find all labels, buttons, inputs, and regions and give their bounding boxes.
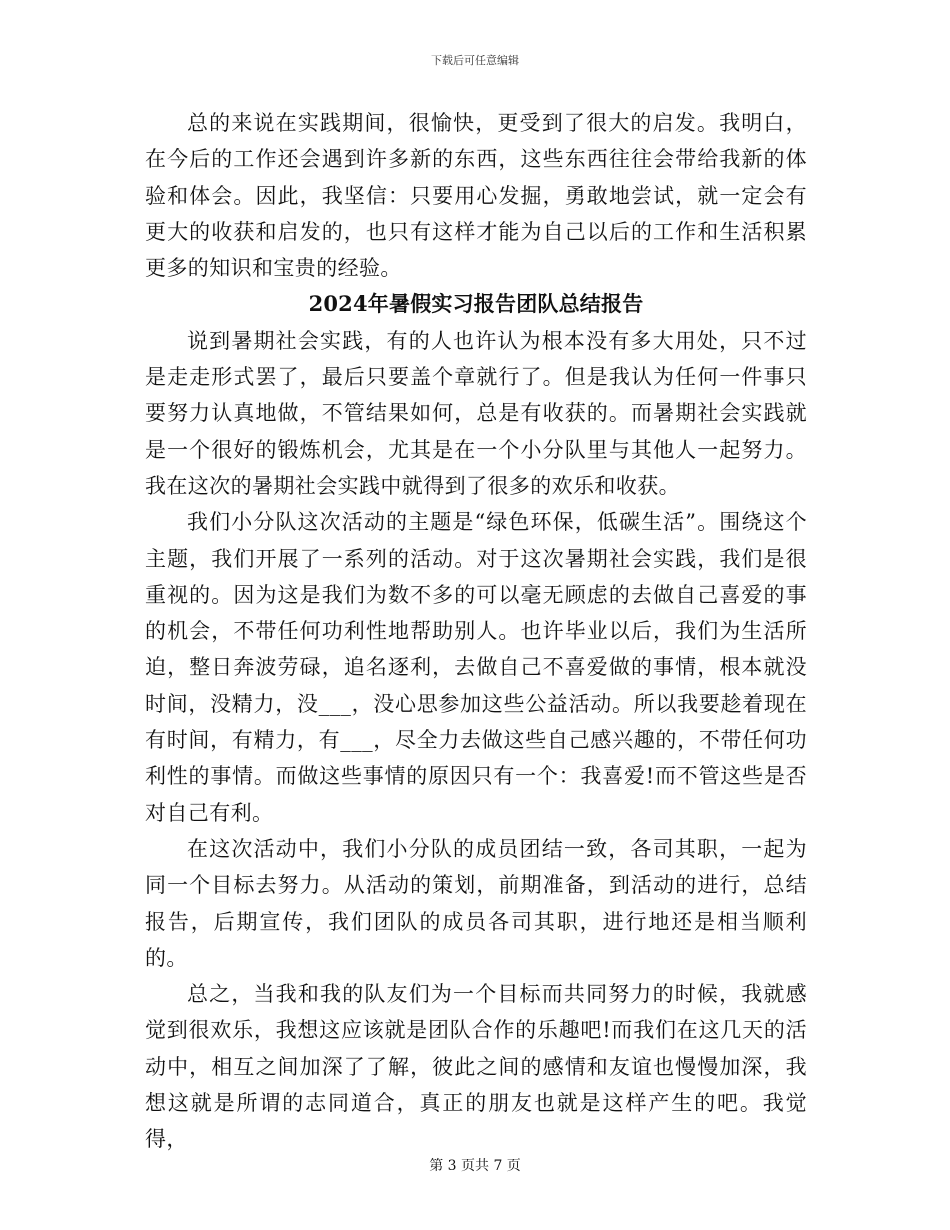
document-body xyxy=(145,105,807,1158)
paragraph-teamwork: 在这次活动中，我们小分队的成员团结一致，各司其职，一起为同一个目标去努力。从活动的策划，前期准备，到活动的进行，总结报告，后期宣传，我们团队的成员各司其职，进行地还是相当顺利的。 xyxy=(145,836,807,970)
paragraph-intro: 说到暑期社会实践，有的人也许认为根本没有多大用处，只不过是走走形式罢了，最后只要盖个章就行了。但是我认为任何一件事只要努力认真地做，不管结果如何，总是有收获的。而暑期社会实践就是一个很好的锻炼机会，尤其是在一个小分队里与其他人一起努力。我在这次的暑期社会实践中就得到了很多的欢乐和收获。 xyxy=(145,328,807,498)
page-footer: 第 3 页共 7 页 xyxy=(429,1158,521,1174)
paragraph-conclusion: 总的来说在实践期间，很愉快，更受到了很大的启发。我明白，在今后的工作还会遇到许多新的东西，这些东西往往会带给我新的体验和体会。因此，我坚信：只要用心发掘，勇敢地尝试，就一定会有更大的收获和启发的，也只有这样才能为自己以后的工作和生活积累更多的知识和宝贵的经验。 xyxy=(145,111,807,281)
paragraph-theme: 我们小分队这次活动的主题是“绿色环保，低碳生活”。围绕这个主题，我们开展了一系列的活动。对于这次暑期社会实践，我们是很重视的。因为这是我们为数不多的可以毫无顾虑的去做自己喜爱的事的机会，不带任何功利性地帮助别人。也许毕业以后，我们为生活所迫，整日奔波劳碌，追名逐利，去做自己不喜爱做的事情，根本就没时间，没精力，没___，没心思参加这些公益活动。所以我要趁着现在有时间，有精力，有___，尽全力去做这些自己感兴趣的，不带任何功利性的事情。而做这些事情的原因只有一个：我喜爱!而不管这些是否对自己有利。 xyxy=(145,510,807,825)
page-header-note: 下载后可任意编辑 xyxy=(431,54,519,67)
paragraph-summary: 总之，当我和我的队友们为一个目标而共同努力的时候，我就感觉到很欢乐，我想这应该就是团队合作的乐趣吧!而我们在这几天的活动中，相互之间加深了了解，彼此之间的感情和友谊也慢慢加深，我想这就是所谓的志同道合，真正的朋友也就是这样产生的吧。我觉得， xyxy=(145,982,807,1152)
section-title: 2024年暑假实习报告团队总结报告 xyxy=(308,291,644,317)
